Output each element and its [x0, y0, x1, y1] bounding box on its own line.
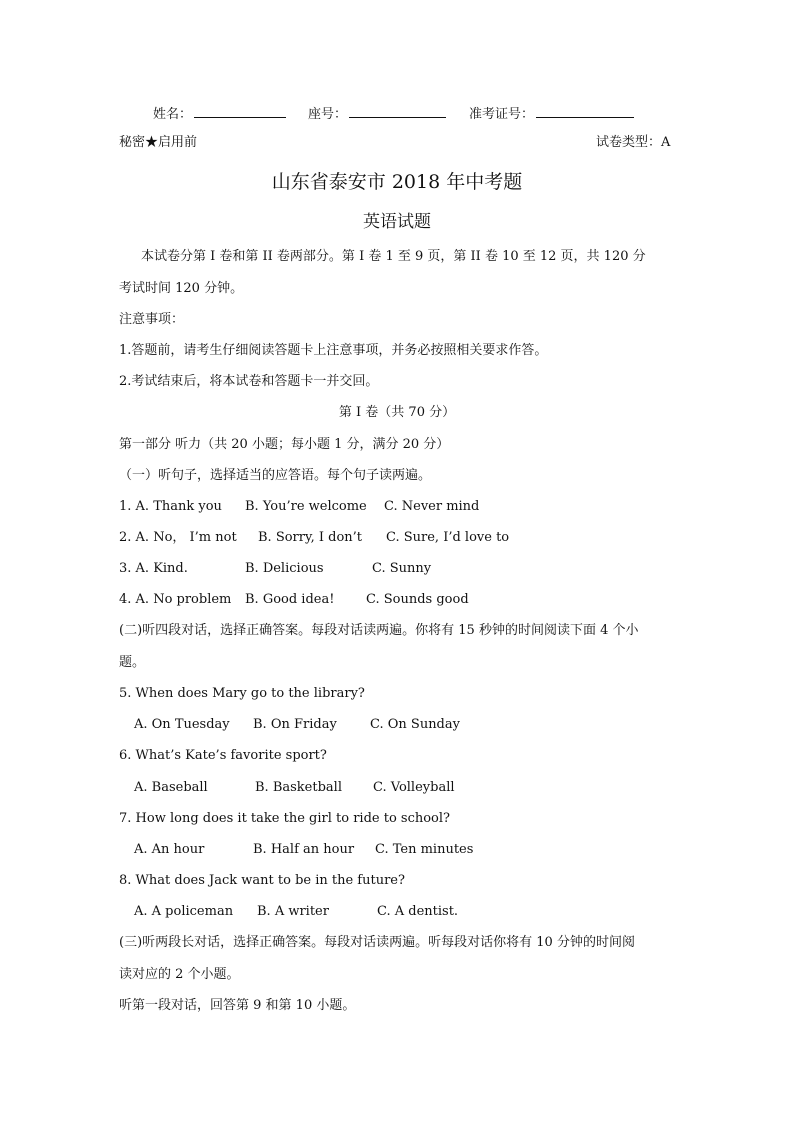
name-field [153, 103, 286, 124]
paper-type: 试卷类型：A [596, 135, 671, 150]
section-2-heading-line-1: (二)听四段对话，选择正确答案。每段对话读两遍。你将有 15 秒钟的时间阅读下面 4 个小 [119, 623, 639, 638]
q6-option-a: A. Baseball [134, 780, 208, 795]
notes-title: 注意事项： [119, 312, 185, 327]
q5-option-a: A. On Tuesday [134, 717, 230, 732]
dialog-1-instruction: 听第一段对话，回答第 9 和第 10 小题。 [119, 998, 356, 1013]
q8-stem: 8. What does Jack want to be in the future? [119, 873, 405, 888]
note-2: 2.考试结束后，将本试卷和答题卡一并交回。 [119, 374, 379, 389]
page-title: 山东省泰安市 2018 年中考题 [271, 171, 523, 193]
name-label: 姓名： [153, 107, 193, 122]
q3-option-c: C. Sunny [372, 561, 432, 576]
note-1: 1.答题前，请考生仔细阅读答题卡上注意事项，并务必按照相关要求作答。 [119, 343, 548, 358]
q7-option-b: B. Half an hour [253, 842, 355, 857]
page-subtitle: 英语试题 [363, 212, 431, 232]
q4-option-c: C. Sounds good [366, 592, 469, 607]
volume-1-heading: 第 I 卷（共 70 分） [338, 405, 456, 420]
seat-field [308, 103, 446, 124]
q8-option-a: A. A policeman [134, 904, 234, 919]
q7-option-c: C. Ten minutes [375, 842, 474, 857]
q3-option-b: B. Delicious [245, 561, 324, 576]
exam-number-label: 准考证号： [469, 107, 535, 122]
q2-option-b: B. Sorry, I don’t [258, 530, 363, 545]
q5-option-c: C. On Sunday [370, 717, 460, 732]
q4-option-a: 4. A. No problem [119, 592, 232, 607]
secret-mark: 秘密★启用前 [119, 135, 198, 150]
q2-option-a: 2. A. No， I’m not [119, 530, 237, 545]
section-2-heading-line-2: 题。 [119, 655, 146, 670]
name-blank [194, 103, 286, 118]
part-1-heading: 第一部分 听力（共 20 小题；每小题 1 分，满分 20 分） [119, 437, 450, 452]
q4-option-b: B. Good idea! [245, 592, 335, 607]
q3-option-a: 3. A. Kind. [119, 561, 188, 576]
q8-option-c: C. A dentist. [377, 904, 459, 919]
q2-option-c: C. Sure, I’d love to [386, 530, 510, 545]
section-3-heading-line-1: (三)听两段长对话，选择正确答案。每段对话读两遍。听每段对话你将有 10 分钟的时间阅 [119, 935, 635, 950]
section-1-heading: （一）听句子，选择适当的应答语。每个句子读两遍。 [119, 468, 432, 483]
seat-blank [349, 103, 446, 118]
intro-line-2: 考试时间 120 分钟。 [119, 281, 244, 296]
q5-option-b: B. On Friday [253, 717, 337, 732]
q7-stem: 7. How long does it take the girl to ride to school? [119, 811, 451, 826]
q6-option-b: B. Basketball [255, 780, 342, 795]
q8-option-b: B. A writer [257, 904, 329, 919]
exam-number-blank [536, 103, 634, 118]
q1-option-c: C. Never mind [384, 499, 480, 514]
q7-option-a: A. An hour [134, 842, 205, 857]
q1-option-b: B. You’re welcome [245, 499, 367, 514]
q1-option-a: 1. A. Thank you [119, 499, 222, 514]
q5-stem: 5. When does Mary go to the library? [119, 686, 365, 701]
intro-line-1: 本试卷分第 I 卷和第 II 卷两部分。第 I 卷 1 至 9 页，第 II 卷 10 至 12 页，共 120 分 [141, 249, 646, 264]
section-3-heading-line-2: 读对应的 2 个小题。 [119, 967, 240, 982]
exam-number-field [469, 103, 634, 124]
seat-label: 座号： [308, 107, 348, 122]
q6-stem: 6. What’s Kate’s favorite sport? [119, 748, 327, 763]
q6-option-c: C. Volleyball [373, 780, 455, 795]
